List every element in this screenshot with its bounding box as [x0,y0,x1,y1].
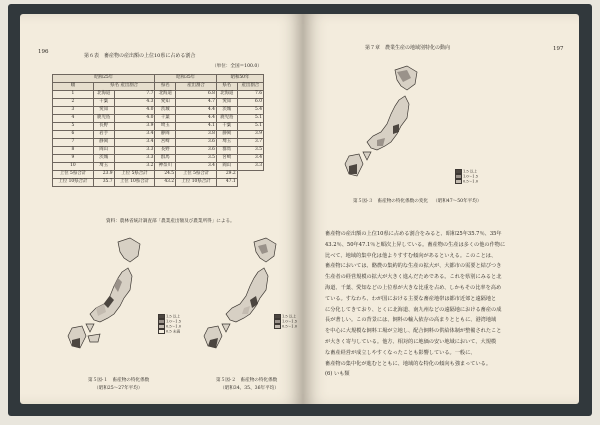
table-cell: 鹿児島 [93,114,114,122]
table-cell-text: 10県合計 [191,178,211,184]
table-cell: 埼玉 [155,122,176,130]
table-cell: 6 [53,130,94,138]
table-cell: 8 [53,146,94,154]
table-cell: 長野 [93,122,114,130]
table-cell [216,170,237,178]
map1-note: （昭和25〜27年平均） [94,386,143,391]
table-cell-text: 10県合計 [130,178,149,184]
table-header-cell: 昭和50年 [216,75,263,83]
body-line: (6) いも類 [325,371,350,378]
table-cell: 3.4 [114,138,155,146]
table-cell: 7.7 [114,90,155,98]
japan-map-3 [337,64,447,204]
table-row [53,114,264,122]
table-cell-text: 上位 [59,170,69,176]
map1-caption: 第５図-１ 畜産物の特化係数 [88,378,150,383]
table-cell: 3.9 [114,122,155,130]
left-page [20,14,303,404]
table-cell: 4.4 [176,106,217,114]
table-cell: 3.4 [176,162,217,170]
legend-label: 1.5 以上 [463,169,478,174]
table-cell: 3.6 [176,146,217,154]
table-cell: 岩手 [93,130,114,138]
map1-legend [158,314,181,334]
table-cell-text: 5県合計 [131,170,148,176]
legend-label: 1.5 以上 [166,314,181,319]
table-cell: 1 [53,90,94,98]
table-cell [93,170,114,178]
body-line: 海道、千葉、愛知などの上位県が大きな比重を占め、しかもその比率を高め [325,284,502,291]
right-page [303,14,579,404]
table-cell: 3.8 [176,130,217,138]
legend-item [274,324,297,329]
table-cell: 3.5 [176,154,217,162]
legend-swatch [274,324,281,329]
table-header-cell [93,82,155,90]
table-cell: 5.1 [237,114,263,122]
table-cell: 鹿児島 [216,114,237,122]
table-cell [176,170,217,178]
table-cell-text: 47.1 [225,178,236,184]
body-line: 畜産物においては、酪農の集約的な生産の拡大が、大都市の需要と結びつき [325,263,502,270]
body-line: に分化してきており、とくに北海道、南九州などの遠隔地における畜産の成 [325,306,502,313]
table-cell-text: 5県合計 [193,170,210,176]
japan-map-1 [60,236,170,376]
legend-label: 1.0〜1.5 [166,319,182,324]
table-cell-text: 24.5 [164,170,175,176]
table-unit: （単位：全国＝100.0） [212,64,262,69]
body-line: が大きく寄与している。他方、相対的に地価の安い地域において、大規模 [325,338,497,345]
table-subheader-row [53,82,264,90]
table-header-cell: 県名 [155,82,176,90]
page-number: 196 [38,49,49,55]
table-cell: 3.4 [237,154,263,162]
table-header-cell: 産出割合 [237,82,263,90]
body-line: 畜産物の産出額の上位10県に占める割合をみると、昭和25年35.7％、35年 [325,231,502,237]
table-row [53,106,264,114]
legend-swatch [158,329,165,334]
table-cell: 愛知 [216,98,237,106]
table-cell [53,170,94,178]
table-cell: 3.4 [114,130,155,138]
table-cell [93,178,114,186]
table-source: 資料：農林省統計調査部「農業産出額及び農業所得」による。 [106,219,235,224]
table-cell: 6.8 [176,90,217,98]
body-line: 長が著しい。この背景には、飼料の輸入依存の高まりとともに、港湾地域 [325,317,497,324]
table-row [53,98,264,106]
table-cell: 岡山 [93,146,114,154]
table-cell-text: 上位 [182,170,192,176]
table-cell: 群馬 [155,154,176,162]
map2-caption: 第５図-２ 畜産物の特化係数 [216,378,278,383]
table-cell [53,178,94,186]
legend-item [455,179,478,184]
table-cell: 愛知 [93,106,114,114]
table-cell-text: 上位 [181,178,191,184]
table-cell: 静岡 [216,130,237,138]
table-cell: 3.3 [114,154,155,162]
map2-note: （昭和34、35、36年平均） [220,386,279,391]
table-cell: 北海道 [93,90,114,98]
body-line: 畜産物の集中化が進むとともに、地域的な特化の傾向も強まっている。 [325,360,492,367]
legend-label: 1.5 以上 [282,314,297,319]
table-cell: 5.4 [237,106,263,114]
table-cell [216,178,237,186]
table-cell-text: 35.7 [102,178,113,184]
legend-label: 0.5〜1.0 [463,179,479,184]
legend-label: 0.5〜1.0 [166,324,182,329]
table-row [53,90,264,98]
map3-note: （昭和47〜50年平均） [433,199,482,204]
table-cell-text: 上位 [58,178,68,184]
table-cell [155,170,176,178]
table-cell: 3.5 [237,146,263,154]
running-header: 第７章 農業生産の地域別特化の動向 [365,45,451,51]
table-row [53,130,264,138]
table-summary-row [53,170,264,178]
body-line: 43.2％、50年47.1％と順次上昇している。畜産物の生産は多くの他の作物に [325,241,506,248]
table-header-text: 産出割合 [120,83,139,89]
table-cell: 3.7 [237,138,263,146]
table-cell [114,178,155,186]
table-cell: 4.4 [176,114,217,122]
table-cell: 千葉 [216,122,237,130]
table-cell: 3.6 [176,138,217,146]
table-cell: 4.7 [176,98,217,106]
japan-map-2 [196,236,303,376]
table-header-cell: 昭和35年 [155,75,217,83]
table-cell-text: 10県合計 [68,178,88,184]
table-cell: 3.2 [114,162,155,170]
table-cell: 静岡 [155,130,176,138]
table-cell: 神奈川 [155,162,176,170]
legend-label: 0.5〜1.0 [282,324,298,329]
table-cell: 3.9 [237,130,263,138]
table-cell-text: 上位 [119,178,129,184]
table-header-row [53,75,264,83]
table-cell: 4 [53,114,94,122]
table-cell-text: 29.2 [225,170,236,176]
body-line: を中心に大規模な飼料工場が立地し、配合飼料の供給体制が整備されたこと [325,328,502,335]
table-cell: 4.3 [114,98,155,106]
table-cell: 千葉 [93,98,114,106]
map2-legend [274,314,297,329]
table-cell: 2 [53,98,94,106]
body-line: 生産者の経営規模の拡大が大きく進んだためである。これを県別にみると北 [325,274,502,281]
table-row [53,122,264,130]
table-cell-text: 23.9 [102,170,113,176]
table-cell: 3.3 [114,146,155,154]
table-cell: 9 [53,154,94,162]
table-cell: 7.6 [237,90,263,98]
map3-legend [455,169,478,184]
table-cell: 埼玉 [216,138,237,146]
table-cell-text: 43.2 [164,178,175,184]
table-title: 第６表 畜産物の産出額の上位10県に占める割合 [84,53,196,59]
table-cell: 静岡 [93,138,114,146]
table-cell: 6.0 [237,98,263,106]
table-cell: 宮崎 [155,138,176,146]
table-cell: 茨城 [216,106,237,114]
body-line: な畜産経営が成立しやすくなったことも影響している。一般に、 [325,349,476,356]
table-header-cell: 昭和25年 [53,75,155,83]
table-header-cell: 産出割合 [176,82,217,90]
table-cell: 岡山 [216,162,237,170]
page-number: 197 [553,46,564,52]
map3-caption: 第５図-３ 畜産物の特化係数の変化 [353,199,429,204]
table-header-cell: 順 [53,82,94,90]
body-text [325,229,569,380]
table-cell: 5.1 [237,122,263,130]
table-cell: 千葉 [155,114,176,122]
table-cell [114,170,155,178]
table-cell: 群馬 [216,146,237,154]
table-cell: 4.1 [176,122,217,130]
table-row [53,146,264,154]
body-line: ている。すなわち、わが国における主要な畜産地帯は都市近郊と遠隔地と [325,295,497,302]
table-cell: 埼玉 [93,162,114,170]
body-line: 比べて、地域的集中化は他よりすすむ傾向があるといえる。このことは、 [325,252,497,259]
table-row [53,138,264,146]
table-cell: 10 [53,162,94,170]
table-cell-text: 5県合計 [70,170,87,176]
table-cell: 4.0 [114,106,155,114]
table-row [53,162,264,170]
table-cell-text: 上位 [121,170,131,176]
data-table [52,74,264,187]
table-header-text: 県名 [110,83,120,89]
legend-swatch [455,179,462,184]
table-cell: 3.3 [237,162,263,170]
table-cell: 愛知 [155,98,176,106]
table-row [53,154,264,162]
table-cell: 4.0 [114,114,155,122]
legend-label: 0.5 未満 [166,329,181,334]
table-cell: 7 [53,138,94,146]
table-cell: 3 [53,106,94,114]
legend-label: 1.0〜1.5 [282,319,298,324]
table-cell: 5 [53,122,94,130]
table-cell: 長野 [155,146,176,154]
table-cell: 宮崎 [216,154,237,162]
table-cell [155,178,176,186]
table-cell: 北海道 [216,90,237,98]
table-cell: 北海道 [155,90,176,98]
table-cell [176,178,217,186]
table-summary-row [53,178,264,186]
table-cell: 茨城 [155,106,176,114]
table-header-cell: 県名 [216,82,237,90]
legend-item [158,329,181,334]
legend-label: 1.0〜1.5 [463,174,479,179]
table-cell: 茨城 [93,154,114,162]
